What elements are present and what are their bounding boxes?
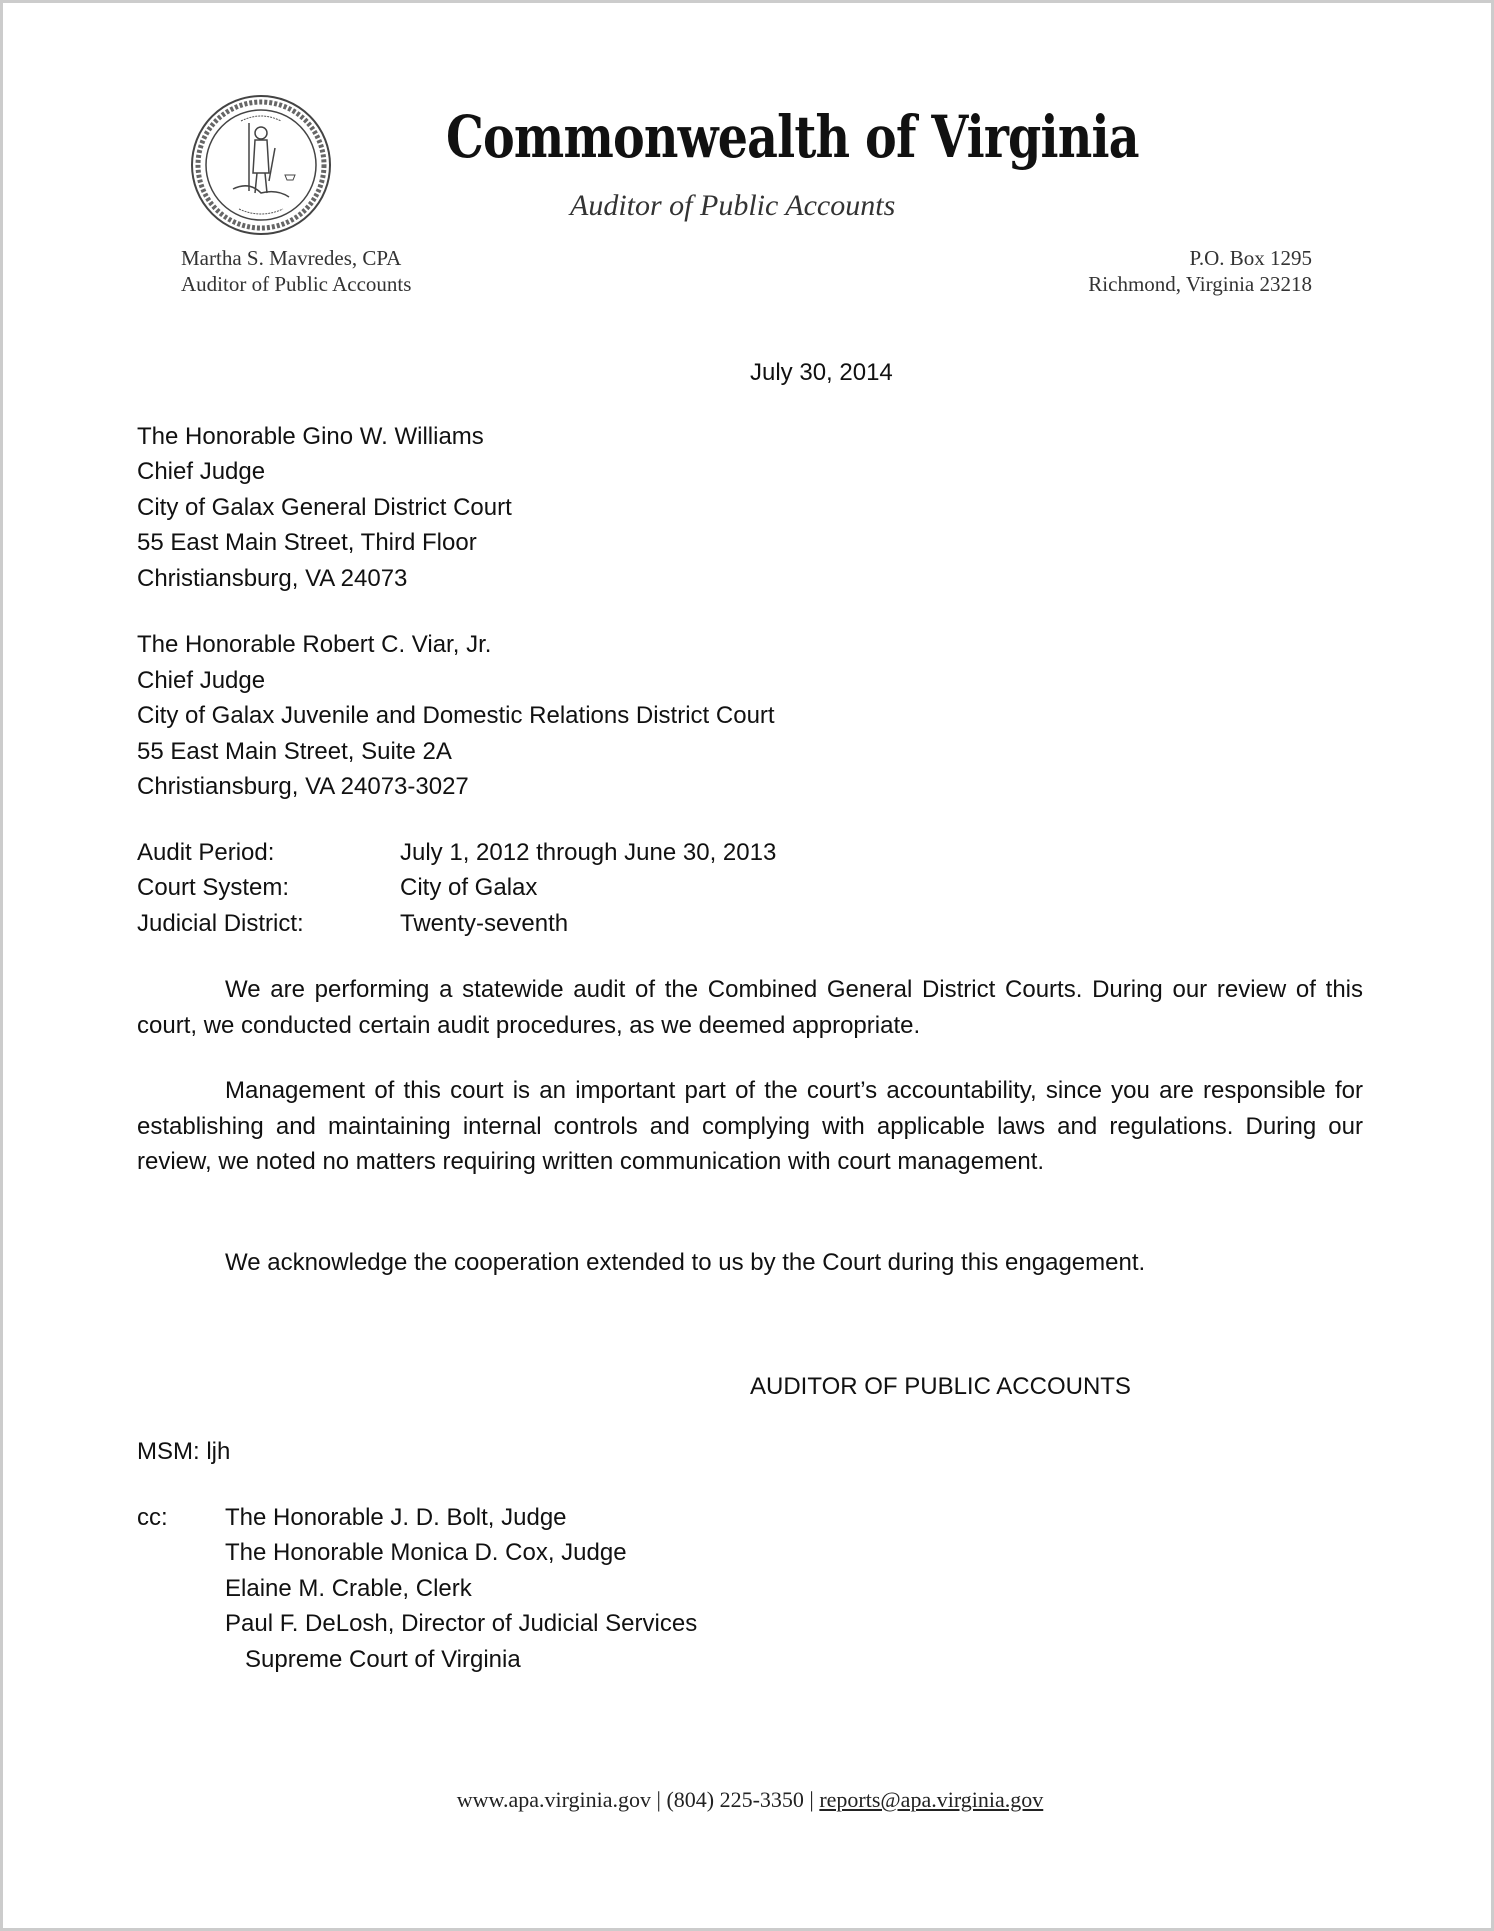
auditor-title: Auditor of Public Accounts <box>181 272 412 296</box>
judicial-district-label: Judicial District: <box>137 910 304 937</box>
office-city: Richmond, Virginia 23218 <box>1088 272 1312 296</box>
reference-initials: MSM: ljh <box>137 1438 231 1465</box>
paragraph-text: We are performing a statewide audit of the Combined General District Courts. During our review of this court, we conducted certain audit procedures, as we deemed appropriate. <box>137 976 1363 1039</box>
footer-separator: | <box>656 1787 661 1812</box>
recipient-1-line: The Honorable Gino W. Williams <box>137 423 484 450</box>
footer-email-link[interactable]: reports@apa.virginia.gov <box>819 1787 1044 1812</box>
cc-item: Elaine M. Crable, Clerk <box>225 1575 472 1602</box>
recipient-2-line: Chief Judge <box>137 667 266 694</box>
footer-separator: | <box>809 1787 814 1812</box>
court-system-label: Court System: <box>137 874 290 901</box>
footer-website-link[interactable]: www.apa.virginia.gov <box>456 1787 652 1812</box>
recipient-2-line: Christiansburg, VA 24073-3027 <box>137 773 469 800</box>
recipient-1-line: City of Galax General District Court <box>137 494 512 521</box>
body-paragraph <box>137 972 1363 1043</box>
recipient-2-line: City of Galax Juvenile and Domestic Relations District Court <box>137 702 775 729</box>
audit-period-label: Audit Period: <box>137 839 275 866</box>
paragraph-text: We acknowledge the cooperation extended to us by the Court during this engagement. <box>225 1249 1146 1276</box>
auditor-name: Martha S. Mavredes, CPA <box>181 246 402 270</box>
recipient-1-line: Christiansburg, VA 24073 <box>137 565 408 592</box>
office-po-box: P.O. Box 1295 <box>1189 246 1312 270</box>
audit-period-value: July 1, 2012 through June 30, 2013 <box>400 839 777 866</box>
recipient-1-line: Chief Judge <box>137 458 266 485</box>
letterhead-subtitle: Auditor of Public Accounts <box>570 189 896 222</box>
judicial-district-value: Twenty-seventh <box>400 910 569 937</box>
paragraph-text: Management of this court is an important part of the court’s accountability, since you are responsible for establishing and maintaining internal controls and complying with applicable laws and regulations. During our review, we noted no matters requiring written communication with court management. <box>137 1077 1363 1175</box>
court-system-value: City of Galax <box>400 874 538 901</box>
recipient-2-line: The Honorable Robert C. Viar, Jr. <box>137 631 492 658</box>
body-paragraph <box>137 1073 1363 1180</box>
recipient-1-line: 55 East Main Street, Third Floor <box>137 529 477 556</box>
footer-contact <box>3 1787 1494 1813</box>
cc-item: Paul F. DeLosh, Director of Judicial Services <box>225 1610 698 1637</box>
letterhead-title: Commonwealth of Virginia <box>446 103 1139 171</box>
cc-item: The Honorable J. D. Bolt, Judge <box>225 1504 567 1531</box>
footer-phone: (804) 225-3350 <box>666 1787 804 1812</box>
cc-label: cc: <box>137 1504 168 1531</box>
cc-sub-item: Supreme Court of Virginia <box>245 1646 521 1673</box>
signature-block: AUDITOR OF PUBLIC ACCOUNTS <box>750 1373 1131 1400</box>
body-paragraph <box>137 1245 1363 1281</box>
cc-item: The Honorable Monica D. Cox, Judge <box>225 1539 627 1566</box>
virginia-seal-icon <box>189 93 333 237</box>
letter-date: July 30, 2014 <box>750 359 893 386</box>
recipient-2-line: 55 East Main Street, Suite 2A <box>137 738 452 765</box>
